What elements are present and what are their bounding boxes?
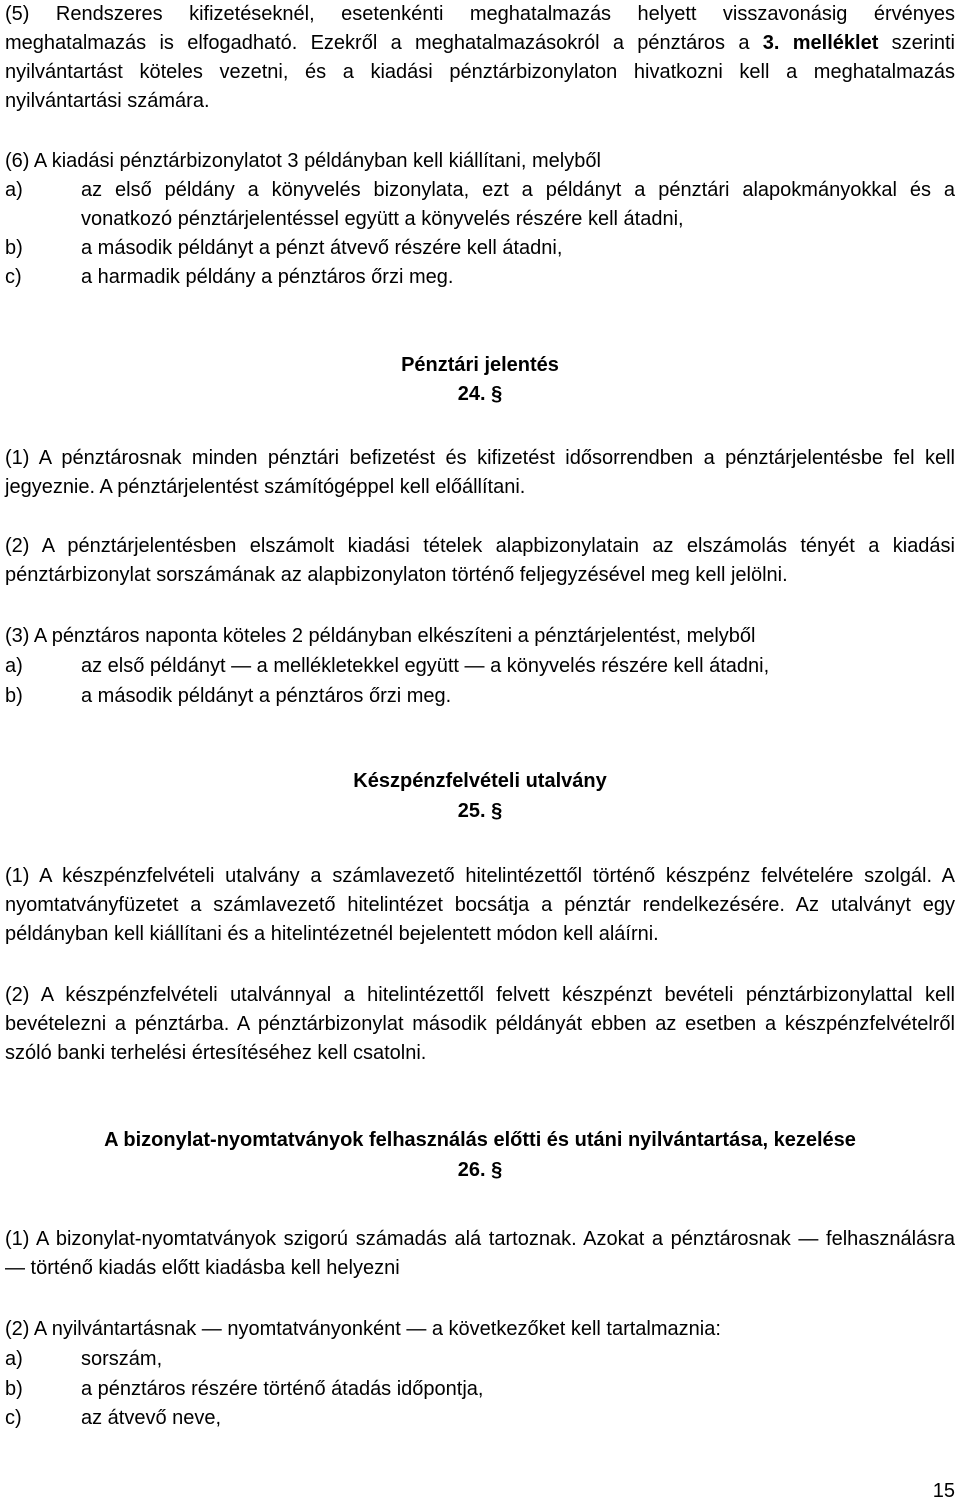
section-25-para2: (2) A készpénzfelvételi utalvánnyal a hitelintézettől felvett készpénzt bevételi pénztárbizonylattal kell bevételezni a pénztárba. A pénztárbizonylat második példányát ebben az esetben a készpénzfelvételről szóló banki terhelési értesítéséhez kell csatolni. bbox=[5, 984, 955, 1064]
para6-lead: (6) A kiadási pénztárbizonylatot 3 példányban kell kiállítani, melyből bbox=[5, 150, 601, 172]
section-26-number: 26. § bbox=[457, 1159, 503, 1181]
section-25-title: Készpénzfelvételi utalvány bbox=[353, 770, 607, 792]
section-24-para1: (1) A pénztárosnak minden pénztári befizetést és kifizetést idősorrendben a pénztárjelentésbe fel kell jegyeznie. A pénztárjelentést számítógéppel kell előállítani. bbox=[5, 447, 955, 498]
section-25-number: 25. § bbox=[457, 800, 503, 822]
para5-line2-tail: szerinti bbox=[878, 32, 955, 54]
list-item-text: sorszám, bbox=[81, 1348, 163, 1370]
list-item-label: c) bbox=[5, 1407, 22, 1429]
para5-line3: nyilvántartást köteles vezetni, és a kiadási pénztárbizonylaton hivatkozni kell a meghatalmazás bbox=[5, 61, 955, 83]
para5-line2 bbox=[5, 29, 955, 58]
list-item-text: az átvevő neve, bbox=[81, 1407, 222, 1429]
section-26-title: A bizonylat-nyomtatványok felhasználás előtti és utáni nyilvántartása, kezelése bbox=[104, 1129, 856, 1151]
para5-line2-text: meghatalmazás is elfogadható. Ezekről a meghatalmazásokról a pénztáros a bbox=[5, 32, 750, 54]
list-item-label: a) bbox=[5, 655, 23, 677]
para5-line4: nyilvántartási számára. bbox=[5, 90, 210, 112]
list-item-label: b) bbox=[5, 237, 23, 259]
list-item-text: a pénztáros részére történő átadás időpontja, bbox=[81, 1378, 484, 1400]
list-item-text: az első példányt — a mellékletekkel együtt — a könyvelés részére kell átadni, bbox=[81, 655, 770, 677]
list-item-label: a) bbox=[5, 1348, 23, 1370]
list-item-text: az első példány a könyvelés bizonylata, ezt a példányt a pénztári alapokmányokkal és a vonatkozó pénztárjelentéssel együtt a könyvelés részére kell átadni, bbox=[81, 179, 955, 230]
list-item-label: c) bbox=[5, 266, 22, 288]
annex-reference: 3. melléklet bbox=[762, 32, 879, 54]
section-25-para1: (1) A készpénzfelvételi utalvány a számlavezető hitelintézettől történő készpénz felvételére szolgál. A nyomtatványfüzetet a számlavezető hitelintézet bocsátja a pénztár rendelkezésére. Az utalványt egy példányban kell kiállítani és a hitelintézetnél bejelentett módon kell aláírni. bbox=[5, 865, 955, 945]
page-number: 15 bbox=[932, 1480, 955, 1502]
para5-line1: (5) Rendszeres kifizetéseknél, esetenkénti meghatalmazás helyett visszavonásig érvényes bbox=[5, 3, 955, 25]
section-24-number: 24. § bbox=[457, 383, 503, 405]
section-26-para1: (1) A bizonylat-nyomtatványok szigorú számadás alá tartoznak. Azokat a pénztárosnak — felhasználásra — történő kiadás előtt kiadásba kell helyezni bbox=[5, 1228, 955, 1279]
section-26-para2-lead: (2) A nyilvántartásnak — nyomtatványonként — a következőket kell tartalmaznia: bbox=[5, 1318, 721, 1340]
list-item-text: a második példányt a pénzt átvevő részére kell átadni, bbox=[81, 237, 563, 259]
list-item-label: b) bbox=[5, 685, 23, 707]
list-item-label: a) bbox=[5, 179, 23, 201]
list-item-label: b) bbox=[5, 1378, 23, 1400]
section-24-para2: (2) A pénztárjelentésben elszámolt kiadási tételek alapbizonylatain az elszámolás tényét a kiadási pénztárbizonylat sorszámának az alapbizonylaton történő feljegyzésével meg kell jelölni. bbox=[5, 535, 955, 586]
section-24-title: Pénztári jelentés bbox=[401, 354, 559, 376]
section-24-para3-lead: (3) A pénztáros naponta köteles 2 példányban elkészíteni a pénztárjelentést, melyből bbox=[5, 625, 756, 647]
list-item-text: a harmadik példány a pénztáros őrzi meg. bbox=[81, 266, 454, 288]
list-item-text: a második példányt a pénztáros őrzi meg. bbox=[81, 685, 452, 707]
